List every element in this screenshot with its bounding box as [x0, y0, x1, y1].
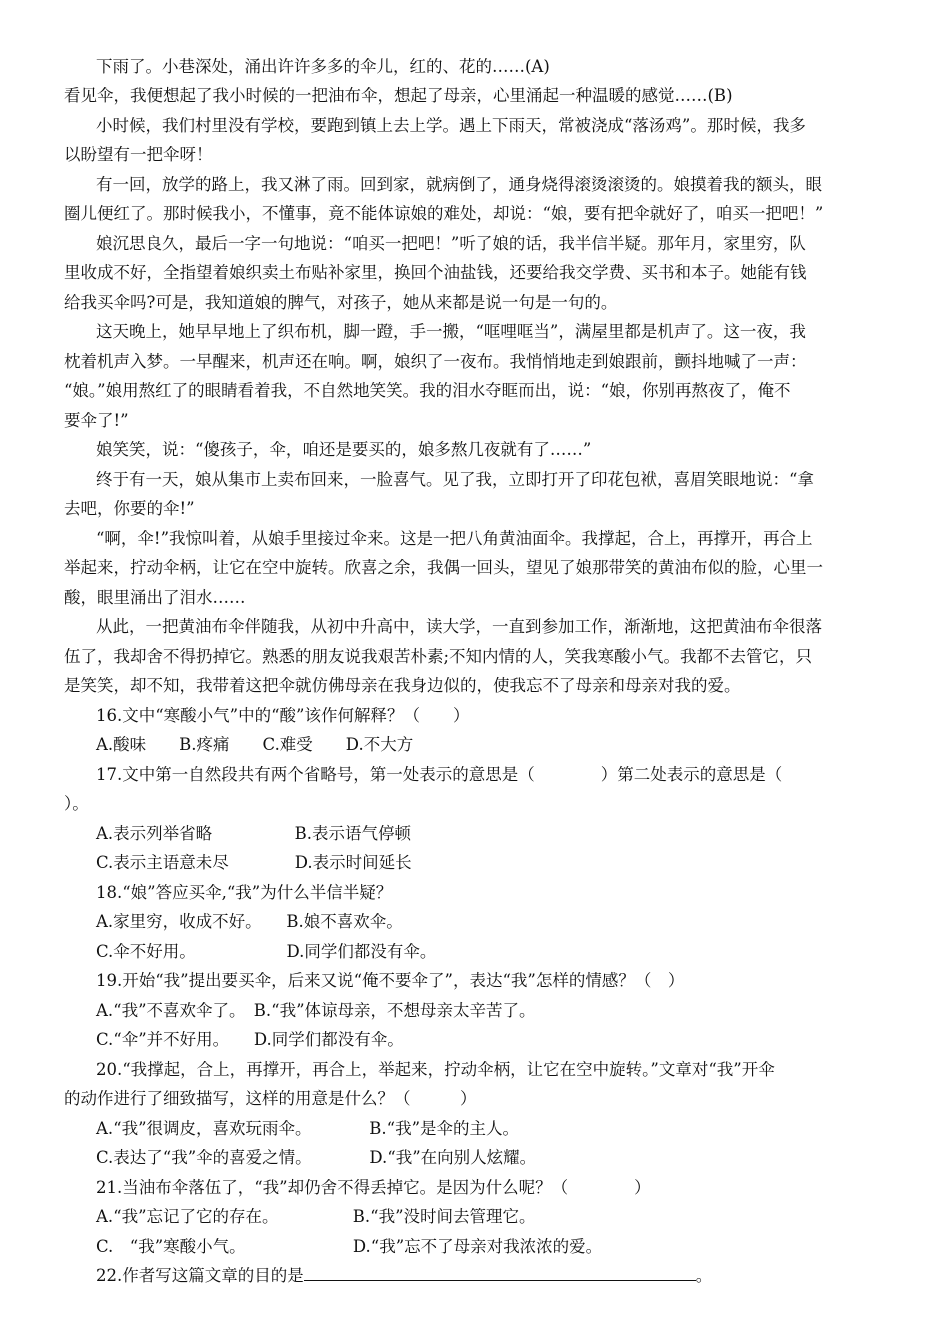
question-20-continued: 的动作进行了细致描写，这样的用意是什么？（ ）: [64, 1089, 477, 1108]
question-18-options-ab: A.家里穷，收成不好。 B.娘不喜欢伞。: [96, 912, 403, 931]
passage-line: 娘笑笑，说：“傻孩子，伞，咱还是要买的，娘多熬几夜就有了……”: [96, 440, 592, 459]
question-18: 18.“娘”答应买伞,“我”为什么半信半疑？: [96, 883, 393, 902]
passage-line: 娘沉思良久，最后一字一句地说：“咱买一把吧！”听了娘的话，我半信半疑。那年月，家里穷，队: [96, 234, 806, 253]
question-17-continued: ）。: [64, 794, 89, 813]
question-21: 21.当油布伞落伍了，“我”却仍舍不得丢掉它。是因为什么呢？（ ）: [96, 1178, 651, 1197]
question-17: 17.文中第一自然段共有两个省略号，第一处表示的意思是（ ）第二处表示的意思是（: [96, 765, 783, 784]
passage-line: 看见伞，我便想起了我小时候的一把油布伞，想起了母亲，心里涌起一种温暖的感觉……(B): [64, 86, 733, 105]
question-17-options-ab: A.表示列举省略 B.表示语气停顿: [96, 824, 412, 843]
question-19: 19.开始“我”提出要买伞，后来又说“俺不要伞了”，表达“我”怎样的情感？（ ）: [96, 971, 685, 990]
question-21-options-cd: C. “我”寒酸小气。 D.“我”忘不了母亲对我浓浓的爱。: [96, 1237, 603, 1256]
passage-line: 酸，眼里涌出了泪水……: [64, 588, 246, 607]
passage-line: 是笑笑，却不知，我带着这把伞就仿佛母亲在我身边似的，使我忘不了母亲和母亲对我的爱。: [64, 676, 741, 695]
question-16: 16.文中“寒酸小气”中的“酸”该作何解释？（ ）: [96, 706, 470, 725]
passage-line: 终于有一天，娘从集市上卖布回来，一脸喜气。见了我，立即打开了印花包袱，喜眉笑眼地说：“拿: [96, 470, 814, 489]
passage-line: 圈儿便红了。那时候我小，不懂事，竟不能体谅娘的难处，却说：“娘，要有把伞就好了，咱买一把吧！”: [64, 204, 824, 223]
question-22-end: 。: [695, 1266, 713, 1285]
passage-line: 这天晚上，她早早地上了织布机，脚一蹬，手一搬，“哐哩哐当”，满屋里都是机声了。这一夜，我: [96, 322, 806, 341]
question-17-options-cd: C.表示主语意未尽 D.表示时间延长: [96, 853, 412, 872]
question-20: 20.“我撑起，合上，再撑开，再合上，举起来，拧动伞柄，让它在空中旋转。”文章对“我”开伞: [96, 1060, 775, 1079]
passage-line: 枕着机声入梦。一早醒来，机声还在响。啊，娘织了一夜布。我悄悄地走到娘跟前，颤抖地喊了一声：: [64, 352, 807, 371]
question-18-options-cd: C.伞不好用。 D.同学们都没有伞。: [96, 942, 437, 961]
passage-line: 伍了，我却舍不得扔掉它。熟悉的朋友说我艰苦朴素;不知内情的人，笑我寒酸小气。我都不去管它，只: [64, 647, 813, 666]
question-20-options-ab: A.“我”很调皮，喜欢玩雨伞。 B.“我”是伞的主人。: [96, 1119, 520, 1138]
question-22-label: 22.作者写这篇文章的目的是: [96, 1266, 304, 1285]
question-19-options-ab: A.“我”不喜欢伞了。 B.“我”体谅母亲，不想母亲太辛苦了。: [96, 1001, 536, 1020]
passage-line: “娘。”娘用熬红了的眼睛看着我，不自然地笑笑。我的泪水夺眶而出，说：“娘，你别再熬夜了，俺不: [64, 381, 791, 400]
passage-line: 举起来，拧动伞柄，让它在空中旋转。欣喜之余，我偶一回头，望见了娘那带笑的黄油布似的脸，心里一: [64, 558, 823, 577]
question-19-options-cd: C.“伞”并不好用。 D.同学们都没有伞。: [96, 1030, 404, 1049]
answer-blank[interactable]: [304, 1266, 696, 1281]
passage-line: 去吧，你要的伞!”: [64, 499, 195, 518]
passage-line: 要伞了!”: [64, 411, 129, 430]
passage-line: 从此，一把黄油布伞伴随我，从初中升高中，读大学，一直到参加工作，渐渐地，这把黄油布伞很落: [96, 617, 822, 636]
passage-line: 小时候，我们村里没有学校，要跑到镇上去上学。遇上下雨天，常被浇成“落汤鸡”。那时候，我多: [96, 116, 806, 135]
passage-line: 里收成不好，全指望着娘织卖土布贴补家里，换回个油盐钱，还要给我交学费、买书和本子。她能有钱: [64, 263, 807, 282]
question-20-options-cd: C.表达了“我”伞的喜爱之情。 D.“我”在向别人炫耀。: [96, 1148, 537, 1167]
question-16-options: A.酸味 B.疼痛 C.难受 D.不大方: [96, 735, 414, 754]
passage-line: 下雨了。小巷深处，涌出许许多多的伞儿，红的、花的……(A): [96, 57, 550, 76]
passage-line: 有一回，放学的路上，我又淋了雨。回到家，就病倒了，通身烧得滚烫滚烫的。娘摸着我的额头，眼: [96, 175, 822, 194]
passage-line: 给我买伞吗?可是，我知道娘的脾气，对孩子，她从来都是说一句是一句的。: [64, 293, 618, 312]
question-21-options-ab: A.“我”忘记了它的存在。 B.“我”没时间去管理它。: [96, 1207, 536, 1226]
question-22: [96, 1266, 712, 1286]
passage-line: 以盼望有一把伞呀！: [64, 145, 213, 164]
passage-line: “啊，伞!”我惊叫着，从娘手里接过伞来。这是一把八角黄油面伞。我撑起，合上，再撑开，再合上: [96, 529, 813, 548]
